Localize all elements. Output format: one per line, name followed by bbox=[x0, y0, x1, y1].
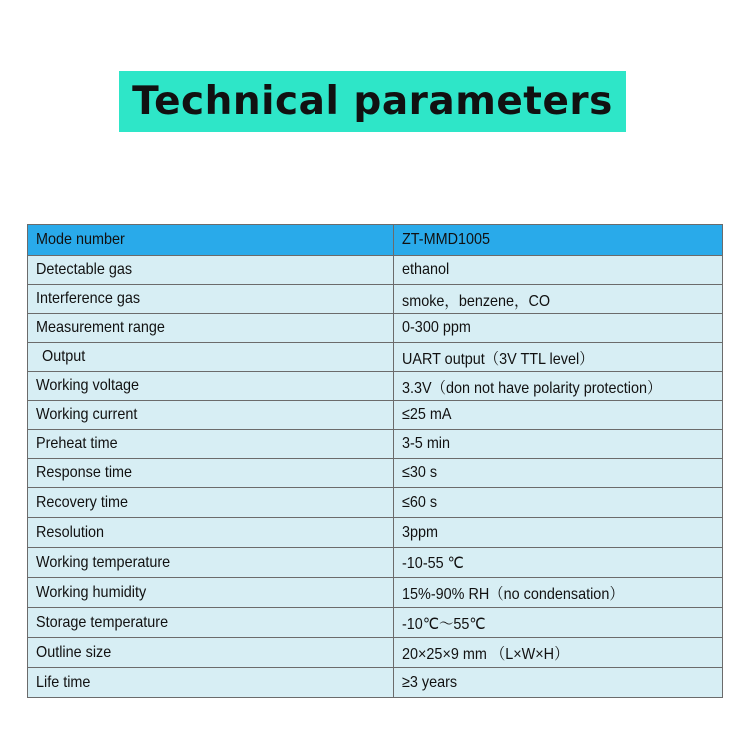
param-name-cell: Preheat time bbox=[28, 430, 394, 459]
param-name-cell: Response time bbox=[28, 459, 394, 488]
table-row bbox=[28, 401, 723, 430]
table-row bbox=[28, 548, 723, 578]
param-value-cell: ≥3 years bbox=[394, 668, 723, 698]
table-row bbox=[28, 372, 723, 401]
param-name-cell: Working voltage bbox=[28, 372, 394, 401]
param-value-cell: 15%-90% RH（no condensation） bbox=[394, 578, 723, 608]
param-name-cell: Working temperature bbox=[28, 548, 394, 578]
param-value-cell: 20×25×9 mm （L×W×H） bbox=[394, 638, 723, 668]
param-name-cell: Detectable gas bbox=[28, 256, 394, 285]
param-name-cell: Working humidity bbox=[28, 578, 394, 608]
param-value-cell: 0-300 ppm bbox=[394, 314, 723, 343]
param-name-cell: Interference gas bbox=[28, 285, 394, 314]
param-name-cell: Mode number bbox=[28, 225, 394, 256]
table-row bbox=[28, 608, 723, 638]
title-banner bbox=[119, 71, 626, 132]
param-value-cell: -10℃～55℃ bbox=[394, 608, 723, 638]
table-row bbox=[28, 285, 723, 314]
param-name-cell: Measurement range bbox=[28, 314, 394, 343]
table-row bbox=[28, 638, 723, 668]
param-name-cell: Working current bbox=[28, 401, 394, 430]
table-row bbox=[28, 518, 723, 548]
param-value-cell: 3.3V（don not have polarity protection） bbox=[394, 372, 723, 401]
page-title: Technical parameters bbox=[132, 79, 613, 124]
param-name-cell: Life time bbox=[28, 668, 394, 698]
table-row bbox=[28, 343, 723, 372]
param-name-cell: Resolution bbox=[28, 518, 394, 548]
param-value-cell: ≤25 mA bbox=[394, 401, 723, 430]
table-row bbox=[28, 225, 723, 256]
table-row bbox=[28, 578, 723, 608]
param-value-cell: smoke，benzene，CO bbox=[394, 285, 723, 314]
param-value-cell: 3-5 min bbox=[394, 430, 723, 459]
technical-parameters-table bbox=[27, 224, 723, 698]
param-name-cell: Recovery time bbox=[28, 488, 394, 518]
param-value-cell: ≤60 s bbox=[394, 488, 723, 518]
table-row bbox=[28, 459, 723, 488]
param-name-cell: Storage temperature bbox=[28, 608, 394, 638]
param-value-cell: ethanol bbox=[394, 256, 723, 285]
param-value-cell: 3ppm bbox=[394, 518, 723, 548]
param-name-cell: Output bbox=[28, 343, 394, 372]
param-name-cell: Outline size bbox=[28, 638, 394, 668]
table-row bbox=[28, 314, 723, 343]
table-row bbox=[28, 256, 723, 285]
param-value-cell: ≤30 s bbox=[394, 459, 723, 488]
table-row bbox=[28, 668, 723, 698]
table-row bbox=[28, 430, 723, 459]
param-value-cell: UART output（3V TTL level） bbox=[394, 343, 723, 372]
table-row bbox=[28, 488, 723, 518]
param-value-cell: ZT-MMD1005 bbox=[394, 225, 723, 256]
param-value-cell: -10-55 ℃ bbox=[394, 548, 723, 578]
